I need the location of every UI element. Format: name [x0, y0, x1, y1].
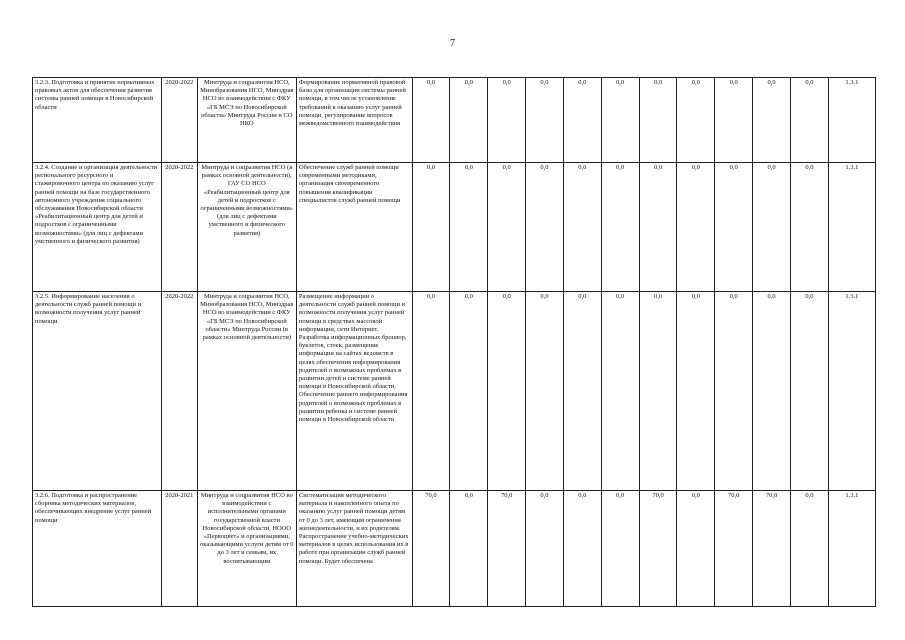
indicator-cell: 1.3.1: [828, 292, 875, 491]
value-cell: 70,0: [753, 491, 791, 607]
activity-executor: Минтруда и соцразвития НСО (в рамках основной деятельности), ГАУ СО НСО «Реабилитационный центр для детей и подростков с ограниченными возможностями» (для лиц с дефектами умственного и физического развития): [197, 163, 296, 292]
activity-years: 2020-2022: [161, 292, 197, 491]
value-cell: 0,0: [790, 163, 828, 292]
value-cell: 0,0: [753, 78, 791, 163]
value-cell: 0,0: [677, 491, 715, 607]
value-cell: 0,0: [563, 163, 601, 292]
value-cell: 0,0: [412, 292, 450, 491]
value-cell: 0,0: [790, 78, 828, 163]
value-cell: 0,0: [526, 292, 564, 491]
activity-executor: Минтруда и соцразвития НСО, Минобразования НСО, Минздрав НСО во взаимодействии с ФКУ «ГБ МСЭ по Новосибирской области» Минтруда России (в рамках основной деятельности): [197, 292, 296, 491]
value-cell: 0,0: [639, 163, 677, 292]
indicator-cell: 1.3.1: [828, 491, 875, 607]
value-cell: 0,0: [526, 163, 564, 292]
activity-years: 2020-2021: [161, 491, 197, 607]
table-row: [33, 292, 876, 491]
value-cell: 0,0: [601, 491, 639, 607]
activity-result: Формирование нормативной правовой базы для организации системы ранней помощи, в том числе установление требований к оказанию услуг ранней помощи, регулирование вопросов межведомственного взаимодействия: [296, 78, 412, 163]
activity-result: Систематизация методического материала и накопленного опыта по оказанию услуг ранней помощи детям от 0 до 3 лет, имеющим ограничения жизнедеятельности, и их родителям. Распространение учебно-методических материалов в целях использования их в работе при организации служб ранней помощи. Будет обеспечена: [296, 491, 412, 607]
value-cell: 0,0: [639, 292, 677, 491]
page-number: 7: [450, 38, 455, 49]
value-cell: 0,0: [601, 292, 639, 491]
activities-table: [32, 77, 876, 607]
activity-name: 3.2.6. Подготовка и распространение сборника методических материалов, обеспечивающих внедрение услуг ранней помощи: [33, 491, 162, 607]
value-cell: 0,0: [526, 491, 564, 607]
value-cell: 0,0: [450, 78, 488, 163]
table-row: [33, 491, 876, 607]
value-cell: 0,0: [753, 292, 791, 491]
value-cell: 0,0: [753, 163, 791, 292]
value-cell: 0,0: [601, 78, 639, 163]
value-cell: 0,0: [601, 163, 639, 292]
indicator-cell: 1.3.1: [828, 78, 875, 163]
value-cell: 0,0: [715, 78, 753, 163]
value-cell: 0,0: [715, 292, 753, 491]
value-cell: 0,0: [526, 78, 564, 163]
table-row: [33, 78, 876, 163]
value-cell: 70,0: [639, 491, 677, 607]
value-cell: 70,0: [715, 491, 753, 607]
value-cell: 0,0: [412, 78, 450, 163]
value-cell: 0,0: [450, 292, 488, 491]
value-cell: 70,0: [488, 491, 526, 607]
activity-name: 3.2.3. Подготовка и принятие нормативных правовых актов для обеспечения развития системы ранней помощи в Новосибирской области: [33, 78, 162, 163]
activity-years: 2020-2022: [161, 78, 197, 163]
value-cell: 0,0: [790, 491, 828, 607]
value-cell: 0,0: [563, 292, 601, 491]
value-cell: 0,0: [412, 163, 450, 292]
value-cell: 0,0: [563, 491, 601, 607]
value-cell: 0,0: [639, 78, 677, 163]
value-cell: 0,0: [488, 292, 526, 491]
activity-result: Обеспечение служб ранней помощи современными методиками, организация своевременного повышения квалификации специалистов служб ранней помощи: [296, 163, 412, 292]
activity-executor: Минтруда и соцразвития НСО во взаимодействии с исполнительными органами государственной власти Новосибирской области, НООО «Первоцвет» и организациями, оказывающими услуги детям от 0 до 3 лет и семьям, их воспитывающим: [197, 491, 296, 607]
activity-years: 2020-2022: [161, 163, 197, 292]
value-cell: 0,0: [450, 491, 488, 607]
table-row: [33, 163, 876, 292]
activity-name: 3.2.5. Информирование населения о деятельности служб ранней помощи и возможности получения услуг ранней помощи: [33, 292, 162, 491]
value-cell: 0,0: [677, 78, 715, 163]
activity-executor: Минтруда и соцразвития НСО, Минобразования НСО, Минздрав НСО во взаимодействии с ФКУ «ГБ МСЭ по Новосибирской области» Минтруда России и СО НКО: [197, 78, 296, 163]
activity-name: 3.2.4. Создание и организация деятельности регионального ресурсного и стажировочного центра по оказанию услуг ранней помощи на базе государственного автономного учреждения социального обслуживания Новосибирской области «Реабилитационный центр для детей и подростков с ограниченными возможностями» (для лиц с дефектами умственного и физического развития): [33, 163, 162, 292]
value-cell: 0,0: [790, 292, 828, 491]
value-cell: 0,0: [450, 163, 488, 292]
activity-result: Размещение информации о деятельности служб ранней помощи и возможности получения услуг ранней помощи в средствах массовой информации, сети Интернет. Разработка информационных брошюр, буклетов, стоек, размещение информации на сайтах ведомств в целях обеспечения информирования родителей о возможных проблемах в развитии детей и системе ранней помощи в Новосибирской области. Обеспечение раннего информирования родителей о возможных проблемах в развитии ребенка и системе ранней помощи в Новосибирской области: [296, 292, 412, 491]
value-cell: 70,0: [412, 491, 450, 607]
value-cell: 0,0: [677, 292, 715, 491]
value-cell: 0,0: [677, 163, 715, 292]
value-cell: 0,0: [488, 78, 526, 163]
indicator-cell: 1.3.1: [828, 163, 875, 292]
value-cell: 0,0: [563, 78, 601, 163]
value-cell: 0,0: [715, 163, 753, 292]
value-cell: 0,0: [488, 163, 526, 292]
